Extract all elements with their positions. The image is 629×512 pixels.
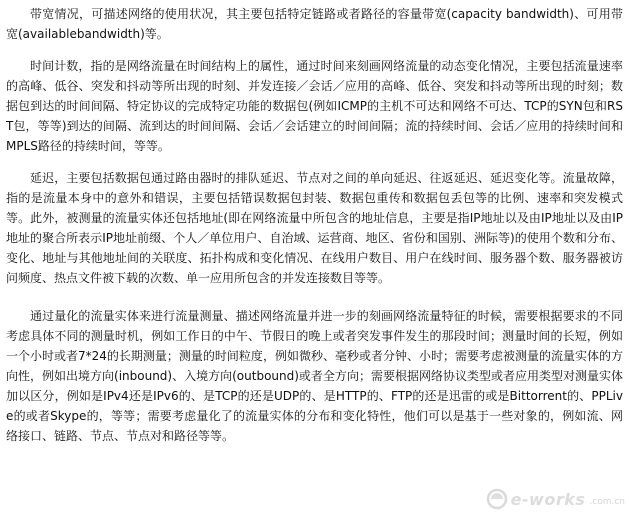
paragraph-measurement: 通过量化的流量实体来进行流量测量、描述网络流量并进一步的刻画网络流量特征的时候，需要根据要求的不同考虑具体不同的测量时机，例如工作日的中午、节假日的晚上或者突发事件发生的那段时间；测量时间的长短，例如一个小时或者7*24的长期测量；测量的时间粒度，例如微秒、毫秒或者分钟、小时；需要考虑被测量的流量实体的方向性，例如出境方向(inbound)、入境方向(outbound)或者全方向；需要根据网络协议类型或者应用类型对测量实体加以区分，例如是IPv4还是IPv6的、是TCP的还是UDP的、是HTTP的、FTP的还是迅雷的或是Bittorrent的、PPLive的或者Skype的，等等；需要考虑量化了的流量实体的分布和变化特性，他们可以是基于一些对象的，例如流、网络接口、链路、节点、节点对和路径等等。 — [6, 309, 623, 443]
eworks-logo-icon — [486, 488, 508, 510]
eworks-watermark — [486, 488, 625, 510]
paragraph-bandwidth: 带宽情况，可描述网络的使用状况，其主要包括特定链路或者路径的容量带宽(capacity bandwidth)、可用带宽(availablebandwidth)等。 — [6, 7, 623, 41]
paragraph-time-count: 时间计数，指的是网络流量在时间结构上的属性，通过时间来刻画网络流量的动态变化情况，主要包括流量速率的高峰、低谷、突发和抖动等所出现的时刻、并发连接／会话／应用的高峰、低谷、突发和抖动等所出现的时刻；数据包到达的时间间隔、特定协议的完成特定功能的数据包(例如ICMP的主机不可达和网络不可达、TCP的SYN包和RST包，等等)到达的间隔、流到达的时间间隔、会话／会话建立的时间间隔；流的持续时间、会话／应用的持续时间和MPLS路径的持续时间，等等。 — [6, 59, 623, 153]
watermark-suffix: .com.cn — [589, 497, 625, 507]
paragraph-delay: 延迟，主要包括数据包通过路由器时的排队延迟、节点对之间的单向延迟、往返延迟、延迟变化等。流量故障，指的是流量本身中的意外和错误，主要包括错误数据包封装、数据包重传和数据包丢包等的比例、速率和突发模式等。此外，被测量的流量实体还包括地址(即在网络流量中所包含的地址信息，主要是指IP地址以及由IP地址以及由IP地址的聚合所表示IP地址前缀、个人／单位用户、自治域、运营商、地区、省份和国别、洲际等)的使用个数和分布、变化、地址与其他地址间的关联度、拓扑构成和变化情况、在线用户数目、用户在线时间、服务器个数、服务器被访问频度、热点文件被下载的次数、单一应用所包含的并发连接数目等等。 — [6, 171, 623, 285]
watermark-text: e-works — [510, 489, 586, 509]
